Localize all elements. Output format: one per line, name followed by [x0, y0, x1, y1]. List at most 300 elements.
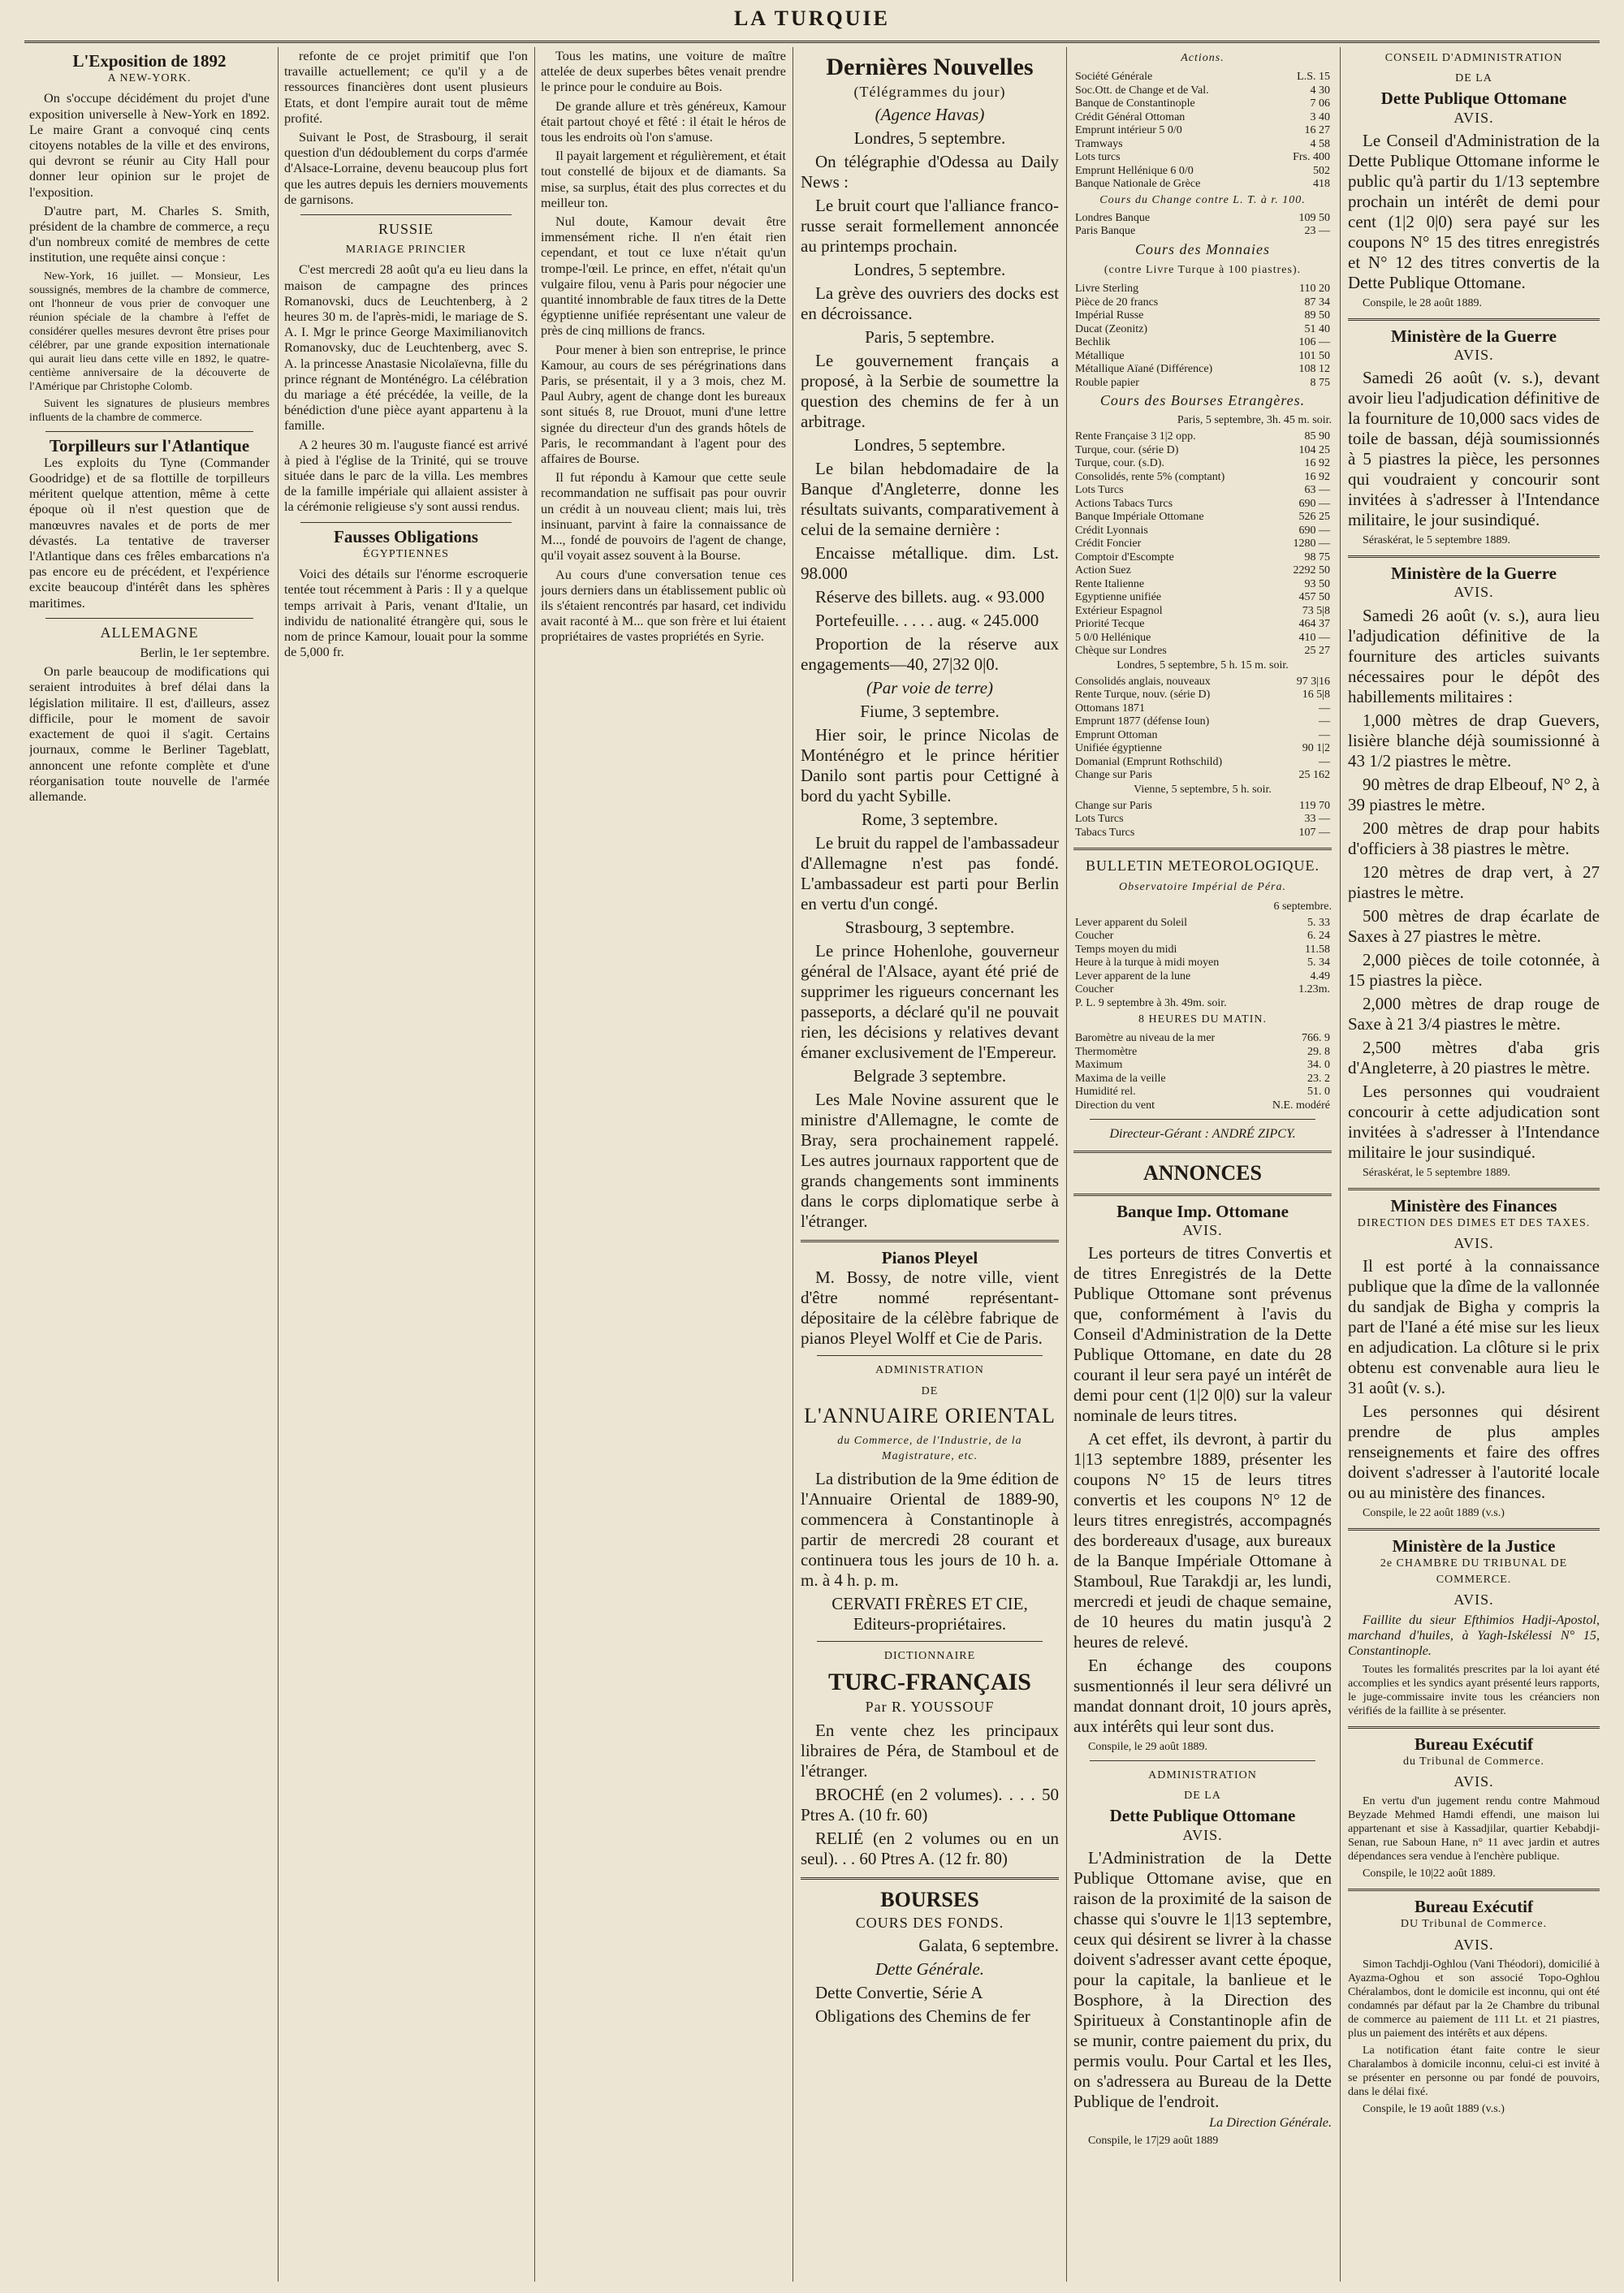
headline-guerre-1: Ministère de la Guerre — [1391, 326, 1557, 346]
row-label: Lever apparent du Soleil — [1075, 916, 1188, 929]
divider — [817, 1641, 1043, 1642]
table-row — [1073, 632, 1332, 646]
row-label: Londres Banque — [1075, 211, 1151, 224]
divider — [1348, 1726, 1600, 1729]
row-label: Humidité rel. — [1075, 1086, 1136, 1099]
table-row — [1073, 917, 1332, 931]
row-value: 108 12 — [1298, 363, 1330, 376]
row-label: Actions Tabacs Turcs — [1075, 497, 1173, 510]
row-value: 766. 9 — [1302, 1032, 1330, 1045]
table-row — [1073, 178, 1332, 192]
telegram: Le prince Hohenlohe, gouverneur général de l'Alsace, ayant été prié de supprimer les rigueurs concernant les passeports, a déclaré qu'il ne pouvait rien, les décisions y relatives devant émaner exclusivement de l'Empereur. — [801, 941, 1059, 1063]
row-label: Heure à la turque à midi moyen — [1075, 956, 1220, 969]
row-value: 51 40 — [1304, 322, 1330, 335]
row-label: Temps moyen du midi — [1075, 943, 1177, 956]
signature: Conspile, le 17|29 août 1889 — [1088, 2135, 1219, 2148]
row-value: 73 5|8 — [1302, 604, 1330, 617]
table-row — [1073, 377, 1332, 391]
row-label: Coucher — [1075, 930, 1114, 943]
table-row — [1073, 457, 1332, 471]
row-label: Comptoir d'Escompte — [1075, 551, 1174, 564]
headline-dette: Dette Publique Ottomane — [1109, 1806, 1296, 1826]
row-value: 502 — [1313, 164, 1330, 177]
table-row — [1073, 525, 1332, 538]
row-value: 4 30 — [1310, 84, 1330, 97]
row-label: Banque Nationale de Grèce — [1075, 178, 1201, 191]
bank-row: Encaisse métallique. dim. Lst. 98.000 — [801, 543, 1059, 584]
column-1 — [29, 49, 270, 2282]
column-divider — [278, 47, 279, 2282]
dateline: Fiume, 3 septembre. — [860, 702, 1000, 722]
change-table — [1073, 212, 1332, 239]
price-line: BROCHÉ (en 2 volumes). . . . 50 Ptres A. (10 fr. 60) — [801, 1784, 1059, 1824]
subhead-author: Par R. YOUSSOUF — [865, 1699, 995, 1716]
divider — [1348, 318, 1600, 321]
avis-label: AVIS. — [1453, 109, 1494, 126]
row-value: 87 34 — [1304, 296, 1330, 309]
row-value: 119 70 — [1299, 799, 1330, 812]
vienne-table — [1073, 800, 1332, 840]
headline-pianos: Pianos Pleyel — [881, 1248, 978, 1268]
headline-fausses-obligations: Fausses Obligations — [334, 526, 478, 546]
signature: CERVATI FRÈRES ET CIE, Editeurs-propriétaires. — [831, 1594, 1028, 1634]
table-row — [1073, 151, 1332, 165]
dateline: Belgrade 3 septembre. — [853, 1066, 1007, 1086]
headline-bureau-2: Bureau Exécutif — [1414, 1897, 1534, 1917]
table-row — [1073, 645, 1332, 659]
row-label: Rouble papier — [1075, 376, 1139, 389]
table-row — [1073, 1046, 1332, 1060]
list-item: 2,000 mètres de drap rouge de Saxe à 21 3/4 piastres le mètre. — [1348, 993, 1600, 1034]
headline-torpilleurs: Torpilleurs sur l'Atlantique — [49, 435, 250, 456]
table-row — [1073, 944, 1332, 957]
row-label: Emprunt intérieur 5 0/0 — [1075, 124, 1182, 137]
divider — [1090, 1119, 1315, 1120]
row-label: Extérieur Espagnol — [1075, 604, 1163, 617]
article-paragraph: Les personnes qui désirent prendre de plus amples renseignements et faire des offres doivent s'adresser à l'autorité locale ou au ministère des finances. — [1348, 1401, 1600, 1503]
row-value: 16 92 — [1304, 470, 1330, 483]
row-value: 7 06 — [1310, 97, 1330, 110]
headline-bureau-1: Bureau Exécutif — [1414, 1734, 1534, 1754]
row-label: Soc.Ott. de Change et de Val. — [1075, 84, 1209, 97]
table-row — [1073, 1099, 1332, 1113]
headline-allemagne: ALLEMAGNE — [100, 624, 199, 641]
table-row — [1073, 350, 1332, 364]
admin-label: CONSEIL D'ADMINISTRATION — [1384, 52, 1563, 64]
headline-bourses-etrangeres: Cours des Bourses Etrangères. — [1099, 392, 1306, 409]
admin-label: ADMINISTRATION — [875, 1364, 984, 1377]
telegram: Le gouvernement français a proposé, à la Serbie de soumettre la question des chemins de fer à un arbitrage. — [801, 351, 1059, 432]
table-row — [1073, 212, 1332, 226]
telegram: On télégraphie d'Odessa au Daily News : — [801, 152, 1059, 192]
subhead-egyptiennes: ÉGYPTIENNES — [363, 547, 449, 560]
row-value: 526 25 — [1298, 511, 1330, 524]
subhead-mariage: MARIAGE PRINCIER — [345, 244, 467, 257]
row-label: Domanial (Emprunt Rothschild) — [1075, 755, 1223, 768]
row-value: 34. 0 — [1307, 1059, 1330, 1072]
row-value: 6. 24 — [1307, 930, 1330, 943]
row-label: Direction du vent — [1075, 1099, 1155, 1112]
row-label: Turque, cour. (série D) — [1075, 443, 1179, 456]
row-value: 2292 50 — [1293, 564, 1330, 577]
headline-russie: RUSSIE — [378, 221, 434, 238]
table-row — [1073, 498, 1332, 512]
row-value: 16 92 — [1304, 457, 1330, 470]
row-value: 89 50 — [1304, 309, 1330, 322]
table-row — [1073, 930, 1332, 944]
row-value: 1.23m. — [1298, 983, 1330, 996]
table-row — [1073, 138, 1332, 152]
row-value: — — [1319, 715, 1330, 728]
row-label: Coucher — [1075, 983, 1114, 996]
row-value: 5. 33 — [1307, 916, 1330, 929]
row-value: 5. 34 — [1307, 956, 1330, 969]
row-label: Paris Banque — [1075, 225, 1136, 238]
meteo2-table — [1073, 1032, 1332, 1112]
row-label: Lots Turcs — [1075, 484, 1124, 497]
article-paragraph: A 2 heures 30 m. l'auguste fiancé est arrivé à pied à l'église de la Trinité, qui se trouve située dans le parc de la villa. Les membres de la famille impériale qui allaient assister à la cérémonie religieuse s'y sont aussi rendus. — [284, 437, 528, 515]
subhead-telegrammes: (Télégrammes du jour) — [853, 84, 1006, 100]
admin-label: DE — [921, 1384, 939, 1397]
dateline: Vienne, 5 septembre, 5 h. soir. — [1134, 783, 1272, 796]
divider — [1073, 1194, 1332, 1196]
table-row — [1073, 997, 1332, 1011]
subhead-monnaies: (contre Livre Turque à 100 piastres). — [1104, 263, 1302, 276]
table-row — [1073, 729, 1332, 743]
row-label: Tramways — [1075, 137, 1123, 150]
article-paragraph: On parle beaucoup de modifications qui seraient introduites à bref délai dans la législation militaire. Il est, d'ailleurs, assez difficile, pour le moment de savoir exactement de quoi il s'agit. Certains journaux, comme le Berliner Tageblatt, annoncent une refonte complète et d'une réorganisation toute nouvelle de l'armée allemande. — [29, 664, 270, 804]
row-label: Ottomans 1871 — [1075, 702, 1145, 715]
row-label: P. L. 9 septembre à 3h. 49m. soir. — [1075, 996, 1227, 1009]
headline-finances: Ministère des Finances — [1390, 1195, 1557, 1216]
row-value: — — [1319, 755, 1330, 768]
row-label: Change sur Paris — [1075, 769, 1152, 782]
row-value: 25 27 — [1304, 645, 1330, 658]
dateline: Rome, 3 septembre. — [862, 810, 998, 830]
londres-table — [1073, 676, 1332, 783]
article-paragraph: Les personnes qui voudraient concourir à cette adjudication sont invitées à s'adresser à l'Intendance militaire le jour susindiqué. — [1348, 1081, 1600, 1162]
headline-dernieres-nouvelles: Dernières Nouvelles — [826, 54, 1034, 80]
table-row — [1073, 742, 1332, 756]
list-item: 200 mètres de drap pour habits d'officiers à 38 piastres le mètre. — [1348, 818, 1600, 858]
divider — [1348, 1188, 1600, 1190]
avis-label: AVIS. — [1182, 1221, 1223, 1238]
headline-bourses: BOURSES — [880, 1887, 979, 1911]
row-value: 107 — — [1298, 826, 1330, 839]
table-row — [1073, 618, 1332, 632]
table-row — [1073, 444, 1332, 458]
table-row — [1073, 336, 1332, 350]
divider — [817, 1355, 1043, 1356]
row-value: 104 25 — [1298, 443, 1330, 456]
row-value: 16 5|8 — [1302, 689, 1330, 702]
row-value: 23. 2 — [1307, 1072, 1330, 1085]
admin-label: DE LA — [1455, 72, 1492, 85]
telegram: Le bilan hebdomadaire de la Banque d'Angleterre, donne les résultats suivants, comparativement à celui de la semaine dernière : — [801, 459, 1059, 540]
table-row — [1073, 363, 1332, 377]
dateline: Londres, 5 septembre. — [853, 260, 1006, 280]
list-item: 500 mètres de drap écarlate de Saxes à 27 piastres le mètre. — [1348, 905, 1600, 946]
row-value: — — [1319, 728, 1330, 741]
article-paragraph: Il fut répondu à Kamour que cette seule recommandation ne suffisait pas pour ouvrir un crédit à un nouveau client; mais lui, très insinuant, parvint à faire la connaissance de M..., fondé de pouvoirs de l'agent de change, qu'il voyait assez souvent à la Bourse. — [541, 470, 786, 564]
article-paragraph: C'est mercredi 28 août qu'a eu lieu dans la maison de campagne des princes Romanovski, ducs de Leuchtenberg, à 2 heures 30 m. de l'après-midi, le mariage de S. A. I. Mgr le prince George Maximilianovitch Romanovsky, duc de Leuchtenberg, avec S. A. la princesse Anastasie Nicolaïevna, fille du prince régnant de Monténégro. La célébration du mariage a été précédée, la veille, de la bénédiction d'une pièce ayant appartenu à la famille. — [284, 262, 528, 434]
dateline: Galata, 6 septembre. — [918, 1935, 1059, 1955]
row-value: 8 75 — [1310, 376, 1330, 389]
row-label: Bechlik — [1075, 336, 1111, 349]
masthead: LA TURQUIE — [733, 6, 891, 30]
row-label: Rente Italienne — [1075, 577, 1145, 590]
meteo-table — [1073, 917, 1332, 1011]
table-row — [1073, 538, 1332, 551]
table-row — [1073, 578, 1332, 592]
row-label: Pièce de 20 francs — [1075, 296, 1159, 309]
avis-label: AVIS. — [1182, 1826, 1223, 1843]
divider — [1090, 1760, 1315, 1761]
row-label: Maximum — [1075, 1059, 1123, 1072]
monnaies-table — [1073, 283, 1332, 390]
article-paragraph: Pour mener à bien son entreprise, le prince Kamour, au cours de ses pérégrinations dans Paris, se présentait, il y a 3 mois, chez M. Paul Aubry, agent de change dont les bureaux sont situés 8, rue Drouot, muni d'une lettre signée du directeur d'un des grands hôtels de Paris, le recommandant à l'agent pour des affaires de Bourse. — [541, 342, 786, 467]
row-value: 90 1|2 — [1302, 742, 1330, 755]
headline-guerre-2: Ministère de la Guerre — [1391, 564, 1557, 584]
article-paragraph: Faillite du sieur Efthimios Hadji-Apostol, marchand d'huiles, à Yagh-Iskélessi N° 15, Constantinople. — [1348, 1613, 1600, 1659]
column-5 — [1073, 49, 1332, 2282]
row-label: Baromètre au niveau de la mer — [1075, 1032, 1216, 1045]
headline-meteo: BULLETIN METEOROLOGIQUE. — [1086, 857, 1320, 874]
row-label: Livre Sterling — [1075, 283, 1139, 296]
divider — [45, 618, 253, 619]
article-paragraph: Suivant le Post, de Strasbourg, il serait question d'un dédoublement du corps d'armée d'Alsace-Lorraine, devenu beaucoup plus fort que les autres depuis les derniers mouvements de garnisons. — [284, 130, 528, 207]
row-value: 464 37 — [1298, 618, 1330, 631]
table-row — [1073, 1032, 1332, 1046]
headline-actions: Actions. — [1181, 52, 1224, 64]
row-label: Unifiée égyptienne — [1075, 742, 1162, 755]
table-row — [1073, 1086, 1332, 1099]
headline-annuaire: L'ANNUAIRE ORIENTAL — [804, 1403, 1056, 1427]
row-label: Thermomètre — [1075, 1045, 1138, 1058]
section-note: (Par voie de terre) — [866, 678, 994, 698]
list-item: 2,500 mètres d'aba gris d'Angleterre, à 20 piastres le mètre. — [1348, 1037, 1600, 1077]
table-row — [1073, 323, 1332, 337]
signature: Séraskérat, le 5 septembre 1889. — [1363, 1166, 1510, 1179]
row-label: Emprunt 1877 (défense Ioun) — [1075, 715, 1210, 728]
director-line: Directeur-Gérant : ANDRÉ ZIPCY. — [1109, 1126, 1296, 1142]
row-value — [1285, 997, 1332, 1011]
row-label: Lever apparent de la lune — [1075, 969, 1191, 982]
column-3 — [541, 49, 786, 2282]
row-value: 457 50 — [1298, 591, 1330, 604]
column-divider — [1340, 47, 1341, 2282]
table-row — [1073, 296, 1332, 310]
agency: (Agence Havas) — [875, 105, 985, 125]
table-row — [1073, 800, 1332, 814]
bourse-row: Dette Convertie, Série A — [815, 1982, 983, 2002]
table-row — [1073, 1059, 1332, 1073]
row-value: N.E. modéré — [1272, 1099, 1330, 1112]
row-value: 4 58 — [1310, 137, 1330, 150]
row-label: Emprunt Ottoman — [1075, 728, 1158, 741]
article-paragraph: Suivent les signatures de plusieurs membres influents de la chambre de commerce. — [29, 397, 270, 424]
article-paragraph: Tous les matins, une voiture de maître attelée de deux superbes bêtes venait prendre le prince pour le conduire au Bois. — [541, 49, 786, 95]
row-value: 63 — — [1304, 484, 1330, 497]
headline-turc-francais: TURC-FRANÇAIS — [827, 1669, 1031, 1696]
price-line: RELIÉ (en 2 volumes ou en un seul). . . 60 Ptres A. (12 fr. 80) — [801, 1828, 1059, 1868]
admin-label: DE LA — [1184, 1790, 1221, 1803]
row-value: 85 90 — [1304, 430, 1330, 443]
subhead-bureau-2: DU Tribunal de Commerce. — [1400, 1918, 1548, 1931]
column-6 — [1348, 49, 1600, 2282]
column-4 — [801, 49, 1059, 2282]
article-paragraph: New-York, 16 juillet. — Monsieur, Les soussignés, membres de la chambre de commerce, ont l'honneur de vous prier de convoquer une réunion spéciale de la chambre à l'effet de considérer quelles mesures devront être prises pour célébrer, par une grande exposition internationale qui aurait lieu dans cette ville en 1892, le quatre-centième anniversaire de la découverte de l'Amérique par Christophe Colomb. — [29, 270, 270, 393]
row-label: Consolidés, rente 5% (comptant) — [1075, 470, 1225, 483]
table-row — [1073, 591, 1332, 605]
row-value: 109 50 — [1298, 211, 1330, 224]
divider — [801, 1240, 1059, 1242]
divider — [300, 214, 512, 215]
row-value: 3 40 — [1310, 110, 1330, 123]
row-value: 11.58 — [1305, 943, 1330, 956]
telegram: Le bruit court que l'alliance franco-russe serait formellement annoncée au printemps prochain. — [801, 196, 1059, 257]
avis-label: AVIS. — [1453, 1235, 1494, 1252]
table-row — [1073, 970, 1332, 984]
avis-label: AVIS. — [1453, 1773, 1494, 1790]
row-label: Lots Turcs — [1075, 813, 1124, 826]
table-row — [1073, 983, 1332, 997]
dateline: 6 septembre. — [1273, 900, 1332, 913]
bourse-row: Obligations des Chemins de fer — [815, 2006, 1030, 2026]
dateline: Paris, 5 septembre. — [865, 327, 995, 348]
article-paragraph: Les exploits du Tyne (Commander Goodridge) et de sa flottille de torpilleurs méritent quelque attention, même à cette époque où il n'est question que de manœuvres navales et de ports de mer dévastés. La tentative de traverser l'Atlantique dans ces frêles embarcations n'a pas encore eu de précédent, et l'expérience excite beaucoup d'intérêt dans les sphères maritimes. — [29, 455, 270, 611]
article-paragraph: En vertu d'un jugement rendu contre Mahmoud Beyzade Mehmed Hamdi effendi, une maison lui appartenant et sise à Kassadjilar, quartier Kebabdji-Senan, rue Saboun Hane, n° 11 avec jardin et autres dépendances sera vendue à l'enchère publique. — [1348, 1795, 1600, 1863]
row-label: Société Générale — [1075, 71, 1153, 84]
row-value: 29. 8 — [1307, 1045, 1330, 1058]
bank-row: Portefeuille. . . . . aug. « 245.000 — [815, 611, 1039, 631]
signature: Séraskérat, le 5 septembre 1889. — [1363, 534, 1510, 547]
subhead-meteo-morning: 8 HEURES DU MATIN. — [1138, 1013, 1267, 1026]
row-value: 4.49 — [1310, 969, 1330, 982]
signature: Conspile, le 22 août 1889 (v.s.) — [1363, 1507, 1505, 1520]
row-label: Priorité Tecque — [1075, 618, 1145, 631]
divider — [1348, 555, 1600, 558]
row-label: Egyptienne unifiée — [1075, 591, 1162, 604]
article-paragraph: D'autre part, M. Charles S. Smith, président de la chambre de commerce, a reçu d'un nombreux comité de membres de cette institution, une requête ainsi conçue : — [29, 203, 270, 266]
divider — [801, 1877, 1059, 1880]
row-value: 106 — — [1298, 336, 1330, 349]
row-label: Impérial Russe — [1075, 309, 1144, 322]
divider — [300, 522, 512, 523]
table-row — [1073, 564, 1332, 578]
article-paragraph: Au cours d'une conversation tenue ces jours derniers dans un établissement public où ils s'étaient rencontrés par hasard, cet individu avait raconté à M... que son frère et lui étaient propriétaires de vastes propriétés en Syrie. — [541, 567, 786, 645]
row-label: Change sur Paris — [1075, 799, 1152, 812]
table-row — [1073, 309, 1332, 323]
row-label: Banque Impériale Ottomane — [1075, 511, 1204, 524]
avis-label: AVIS. — [1453, 584, 1494, 601]
row-value: 110 20 — [1299, 283, 1330, 296]
article-paragraph: refonte de ce projet primitif que l'on travaille actuellement; ce qu'il y a de ressources financières dont usent plusieurs Etats, et dont l'empire aurait tout de même profité. — [284, 49, 528, 126]
list-item: 2,000 pièces de toile cotonnée, à 15 piastres la pièce. — [1348, 949, 1600, 990]
table-row — [1073, 676, 1332, 689]
column-divider — [1066, 47, 1067, 2282]
headline-banque: Banque Imp. Ottomane — [1116, 1201, 1289, 1221]
table-row — [1073, 827, 1332, 840]
telegram: Le bruit du rappel de l'ambassadeur d'Allemagne n'est pas fondé. L'ambassadeur est parti pour Berlin en vertu d'un congé. — [801, 833, 1059, 914]
subhead-justice: 2e CHAMBRE DU TRIBUNAL DE COMMERCE. — [1380, 1557, 1568, 1586]
table-row — [1073, 769, 1332, 783]
table-row — [1073, 1073, 1332, 1086]
row-value: Frs. 400 — [1293, 151, 1330, 164]
article-paragraph: Il payait largement et régulièrement, et était tout constellé de bijoux et de diamants. Sa mise, sa surplus, était des plus correctes et du meilleur ton. — [541, 149, 786, 210]
dateline: Londres, 5 septembre. — [853, 435, 1006, 456]
article-paragraph: On s'occupe décidément du projet d'une exposition universelle à New-York en 1892. Le maire Grant a convoqué cinq cents citoyens notables de la ville et des environs, qui devront se réunir au City Hall pour donner leur opinion sur le projet de l'exposition. — [29, 91, 270, 200]
row-value: 418 — [1313, 178, 1330, 191]
table-row — [1073, 225, 1332, 239]
subhead-annuaire: du Commerce, de l'Industrie, de la Magistrature, etc. — [837, 1434, 1022, 1463]
row-value: 410 — — [1298, 631, 1330, 644]
subhead-exposition: A NEW-YORK. — [107, 72, 192, 85]
table-row — [1073, 71, 1332, 84]
article-paragraph: Le Conseil d'Administration de la Dette Publique Ottomane informe le public qu'à partir du 1/13 septembre prochain un intérêt de demi pour cent (1|2 0|0) sera payé sur les coupons N° 15 des titres enregistrés et N° 12 des titres convertis de la Dette Publique Ottomane. — [1348, 130, 1600, 292]
row-value: 690 — — [1298, 524, 1330, 537]
table-row — [1073, 430, 1332, 444]
row-label: Tabacs Turcs — [1075, 826, 1135, 839]
row-value: 93 50 — [1304, 577, 1330, 590]
subhead-cours-fonds: COURS DES FONDS. — [855, 1914, 1004, 1931]
masthead-rule — [24, 41, 1600, 43]
divider — [1348, 1528, 1600, 1531]
signature: Conspile, le 28 août 1889. — [1363, 296, 1482, 309]
list-item: 1,000 mètres de drap Guevers, lisière blanche déjà soumissionné à 43 1/2 piastres le mètre. — [1348, 710, 1600, 771]
row-label: Rente Turque, nouv. (série D) — [1075, 689, 1211, 702]
column-divider — [534, 47, 535, 2282]
row-label: Emprunt Hellénique 6 0/0 — [1075, 164, 1194, 177]
article-paragraph: Toutes les formalités prescrites par la loi ayant été accomplies et les syndics ayant présenté leurs rapports, le juge-commissaire invite tous les créanciers non vérifiés de la faillite à se présenter. — [1348, 1663, 1600, 1717]
headline-dette-publique: Dette Publique Ottomane — [1380, 89, 1567, 109]
row-value: 98 75 — [1304, 551, 1330, 564]
divider — [1073, 1151, 1332, 1153]
row-label: Lots turcs — [1075, 151, 1121, 164]
row-value: 1280 — — [1293, 538, 1330, 551]
row-value: 16 27 — [1304, 124, 1330, 137]
table-row — [1073, 283, 1332, 296]
bank-row: Proportion de la réserve aux engagements—40, 27|32 0|0. — [801, 634, 1059, 675]
signature: La Direction Générale. — [1209, 2114, 1332, 2130]
row-value: 51. 0 — [1307, 1086, 1330, 1099]
article-paragraph: L'Administration de la Dette Publique Ottomane avise, que en raison de la proximité de la saison de chasse qui s'ouvre le 1|13 septembre, ceux qui désirent se livrer à la chasse doivent s'adresser avant cette époque, pour la capitale, la banlieue et le Bosphore, à la Direction des Spiritueux à Constantinople afin de se munir, contre paiement du prix, du permis voulu. Pour Cartal et les Iles, on s'adressera au Bureau de la Dette Publique de l'endroit. — [1073, 1847, 1332, 2111]
row-label: Crédit Lyonnais — [1075, 524, 1148, 537]
table-row — [1073, 97, 1332, 111]
row-value: 23 — — [1304, 225, 1330, 238]
dateline: Berlin, le 1er septembre. — [140, 646, 270, 661]
article-paragraph: La distribution de la 9me édition de l'Annuaire Oriental de 1889-90, commencera à Constantinople à partir de mercredi 28 courant et continuera tous les jours de 10 h. a. m. à 4 h. p. m. — [801, 1469, 1059, 1591]
signature: Conspile, le 29 août 1889. — [1088, 1741, 1207, 1754]
telegram: La grève des ouvriers des docks est en décroissance. — [801, 283, 1059, 324]
row-label: Turque, cour. (s.D). — [1075, 457, 1164, 470]
table-row — [1073, 551, 1332, 565]
table-row — [1073, 715, 1332, 729]
row-label: Chèque sur Londres — [1075, 645, 1167, 658]
table-row — [1073, 956, 1332, 970]
table-row — [1073, 689, 1332, 702]
article-paragraph: Les porteurs de titres Convertis et de titres Enregistrés de la Dette Publique Ottomane sont prévenus que, conformément à l'avis du Conseil d'Administration de la Dette Publique Ottomane, en date du 28 courant il leur sera payé un intérêt de demi pour cent (1|2 0|0) sur la valeur nominale de leurs titres. — [1073, 1243, 1332, 1426]
actions-table — [1073, 71, 1332, 192]
subhead-meteo: Observatoire Impérial de Péra. — [1119, 880, 1286, 893]
table-row — [1073, 471, 1332, 485]
divider — [1348, 1889, 1600, 1891]
row-label: Métallique Aïané (Différence) — [1075, 363, 1213, 376]
dict-label: DICTIONNAIRE — [883, 1650, 976, 1663]
table-row — [1073, 511, 1332, 525]
headline-monnaies: Cours des Monnaies — [1135, 240, 1270, 257]
table-row — [1073, 124, 1332, 138]
